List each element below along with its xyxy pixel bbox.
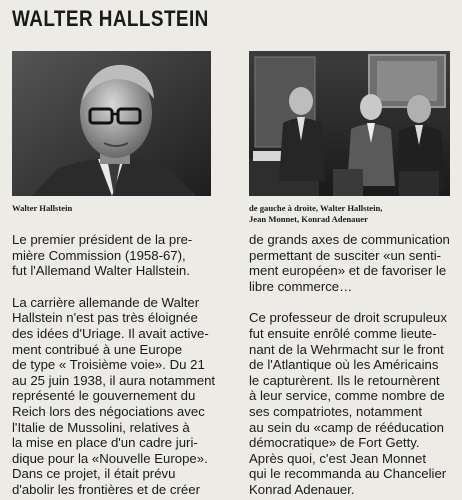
- caption-line: de gauche à droite, Walter Hallstein,: [249, 203, 383, 213]
- text-line: d'abolir les frontières et de créer: [12, 481, 200, 497]
- text-line: ment contribué à une Europe: [12, 341, 183, 357]
- text-line: l'Italie de Mussolini, relatives à: [12, 419, 190, 435]
- text-line: le capturèrent. Ils le retournèrent: [249, 372, 440, 388]
- text-line: de type « Troisième voie». Du 21: [12, 357, 205, 373]
- text-line: Ce professeur de droit scrupuleux: [249, 310, 447, 326]
- group-photo: [249, 51, 450, 196]
- portrait-caption: [12, 203, 211, 214]
- text-line: fut l'Allemand Walter Hallstein.: [12, 263, 190, 279]
- text-line: qui le recommanda au Chancelier: [249, 466, 447, 482]
- paragraph: [12, 232, 224, 279]
- text-line: la mise en place d'un cadre juri-: [12, 435, 198, 451]
- paragraph: [249, 232, 461, 294]
- text-line: ment européen» et de favoriser le: [249, 263, 447, 279]
- text-line: démocratique» de Fort Getty.: [249, 435, 420, 451]
- text-line: permettant de susciter «un senti-: [249, 247, 442, 263]
- text-line: Konrad Adenauer.: [249, 481, 355, 497]
- paragraph: [12, 295, 224, 498]
- group-photo-caption: [249, 203, 455, 225]
- text-line: La carrière allemande de Walter: [12, 294, 200, 310]
- caption-line: Walter Hallstein: [12, 203, 73, 213]
- text-line: libre commerce…: [249, 278, 353, 294]
- text-line: nant de la Wehrmacht sur le front: [249, 341, 444, 357]
- text-line: de l'Atlantique où les Américains: [249, 357, 439, 373]
- text-line: Reich lors des négociations avec: [12, 403, 205, 419]
- text-line: Le premier président de la pre-: [12, 232, 193, 247]
- text-line: au 25 juin 1938, il aura notamment: [12, 372, 216, 388]
- text-line: représenté le gouvernement du: [12, 388, 196, 404]
- text-line: Hallstein n'est pas très éloignée: [12, 310, 198, 326]
- paragraph: [249, 310, 461, 497]
- text-line: Dans ce projet, il était prévu: [12, 466, 176, 482]
- text-column-left: [12, 232, 224, 498]
- caption-line: Jean Monnet, Konrad Adenauer: [249, 214, 368, 224]
- text-column-right: [249, 232, 461, 498]
- text-line: Après quoi, c'est Jean Monnet: [249, 450, 426, 466]
- page-title: WALTER HALLSTEIN: [12, 6, 209, 31]
- text-line: mière Commission (1958-67),: [12, 247, 186, 263]
- text-line: à leur service, comme nombre de: [249, 388, 445, 404]
- portrait-photo: [12, 51, 211, 196]
- text-line: dique pour la «Nouvelle Europe».: [12, 450, 208, 466]
- text-line: des idées d'Uriage. Il avait active-: [12, 325, 209, 341]
- text-line: au sein du «camp de rééducation: [249, 419, 445, 435]
- text-line: fut ensuite enrôlé comme lieute-: [249, 325, 437, 341]
- text-line: ses compatriotes, notamment: [249, 403, 422, 419]
- text-line: de grands axes de communication: [249, 232, 450, 247]
